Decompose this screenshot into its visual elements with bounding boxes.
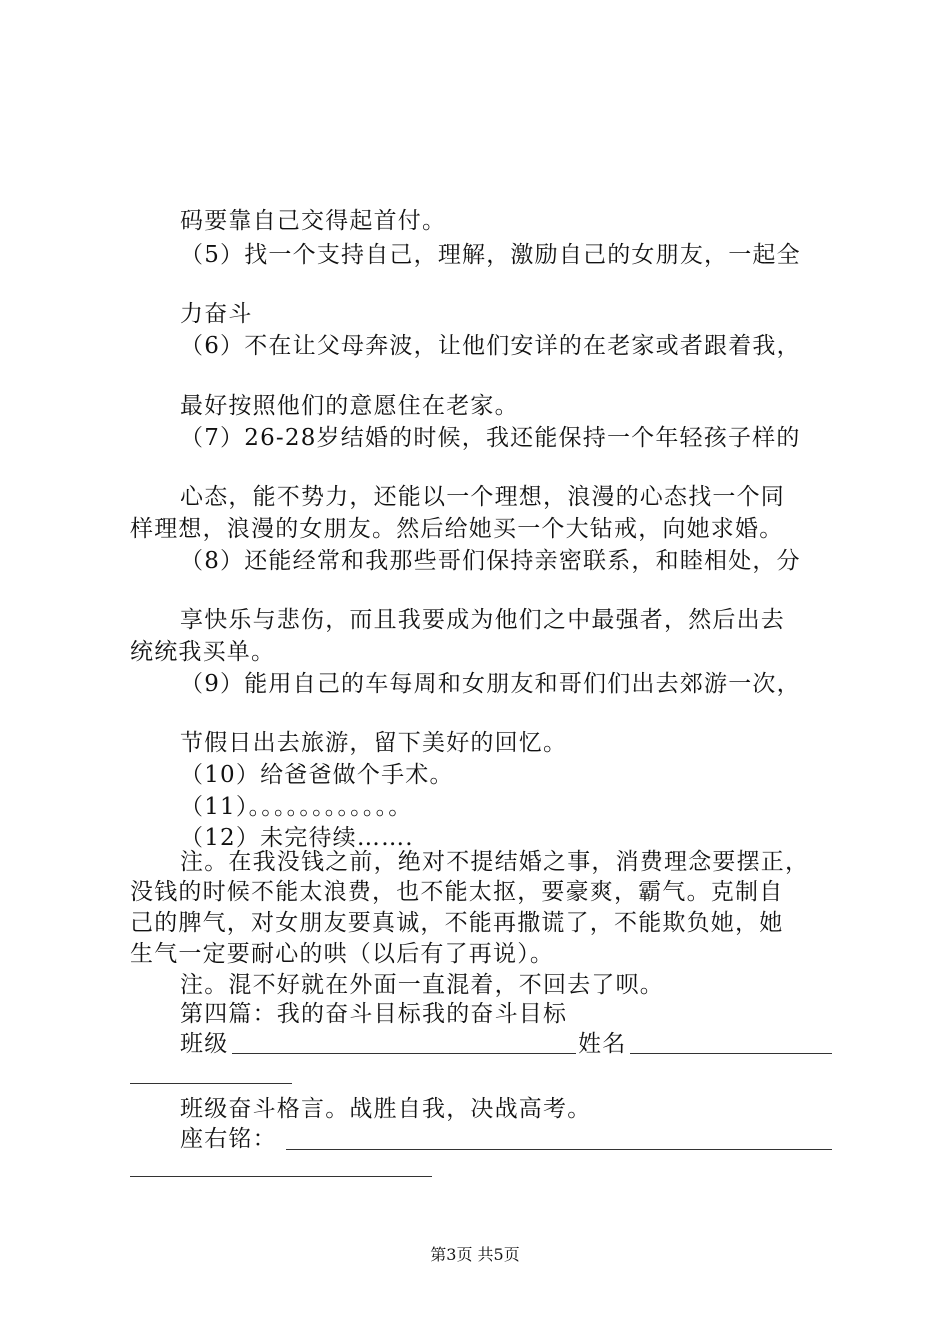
class-motto: 班级奋斗格言。战胜自我，决战高考。 bbox=[180, 1096, 592, 1122]
text-line: （5）找一个支持自己，理解，激励自己的女朋友，一起全 bbox=[180, 242, 801, 268]
name-label: 姓名 bbox=[578, 1031, 627, 1057]
text-line: 注。混不好就在外面一直混着，不回去了呗。 bbox=[180, 972, 664, 998]
motto-blank bbox=[286, 1149, 832, 1150]
class-label: 班级 bbox=[180, 1031, 229, 1057]
text-line: （12）未完待续……. bbox=[180, 825, 414, 851]
name-blank bbox=[630, 1053, 832, 1054]
text-line: 力奋斗 bbox=[180, 301, 253, 327]
motto-blank-continuation bbox=[130, 1176, 432, 1177]
text-line: （7）26-28岁结婚的时候，我还能保持一个年轻孩子样的 bbox=[180, 425, 801, 451]
text-line: 最好按照他们的意愿住在老家。 bbox=[180, 393, 519, 419]
text-line: 注。在我没钱之前，绝对不提结婚之事，消费理念要摆正， bbox=[180, 849, 810, 875]
text-line: （10）给爸爸做个手术。 bbox=[180, 762, 454, 788]
text-line: （9）能用自己的车每周和女朋友和哥们们出去郊游一次， bbox=[180, 671, 801, 697]
text-line: 统统我买单。 bbox=[130, 639, 276, 665]
text-line: 节假日出去旅游，留下美好的回忆。 bbox=[180, 730, 568, 756]
section-heading: 第四篇：我的奋斗目标我的奋斗目标 bbox=[180, 1001, 568, 1027]
text-line: 享快乐与悲伤，而且我要成为他们之中最强者，然后出去 bbox=[180, 607, 785, 633]
text-line: 码要靠自己交得起首付。 bbox=[180, 208, 447, 234]
text-line: （11）。。。。。。。。。。。。 bbox=[180, 794, 413, 820]
text-line: 己的脾气，对女朋友要真诚，不能再撒谎了，不能欺负她，她 bbox=[130, 910, 784, 936]
text-line: 心态，能不势力，还能以一个理想，浪漫的心态找一个同 bbox=[180, 484, 785, 510]
text-line: （6）不在让父母奔波，让他们安详的在老家或者跟着我， bbox=[180, 333, 801, 359]
class-blank bbox=[232, 1053, 576, 1054]
name-blank-continuation bbox=[130, 1083, 292, 1084]
text-line: 生气一定要耐心的哄（以后有了再说）。 bbox=[130, 941, 555, 967]
text-line: 没钱的时候不能太浪费，也不能太抠，要豪爽，霸气。克制自 bbox=[130, 879, 784, 905]
text-line: 样理想，浪漫的女朋友。然后给她买一个大钻戒，向她求婚。 bbox=[130, 516, 784, 542]
motto-label: 座右铭： bbox=[180, 1126, 277, 1152]
page-footer: 第3页 共5页 bbox=[430, 1245, 520, 1264]
text-line: （8）还能经常和我那些哥们保持亲密联系，和睦相处，分 bbox=[180, 548, 801, 574]
